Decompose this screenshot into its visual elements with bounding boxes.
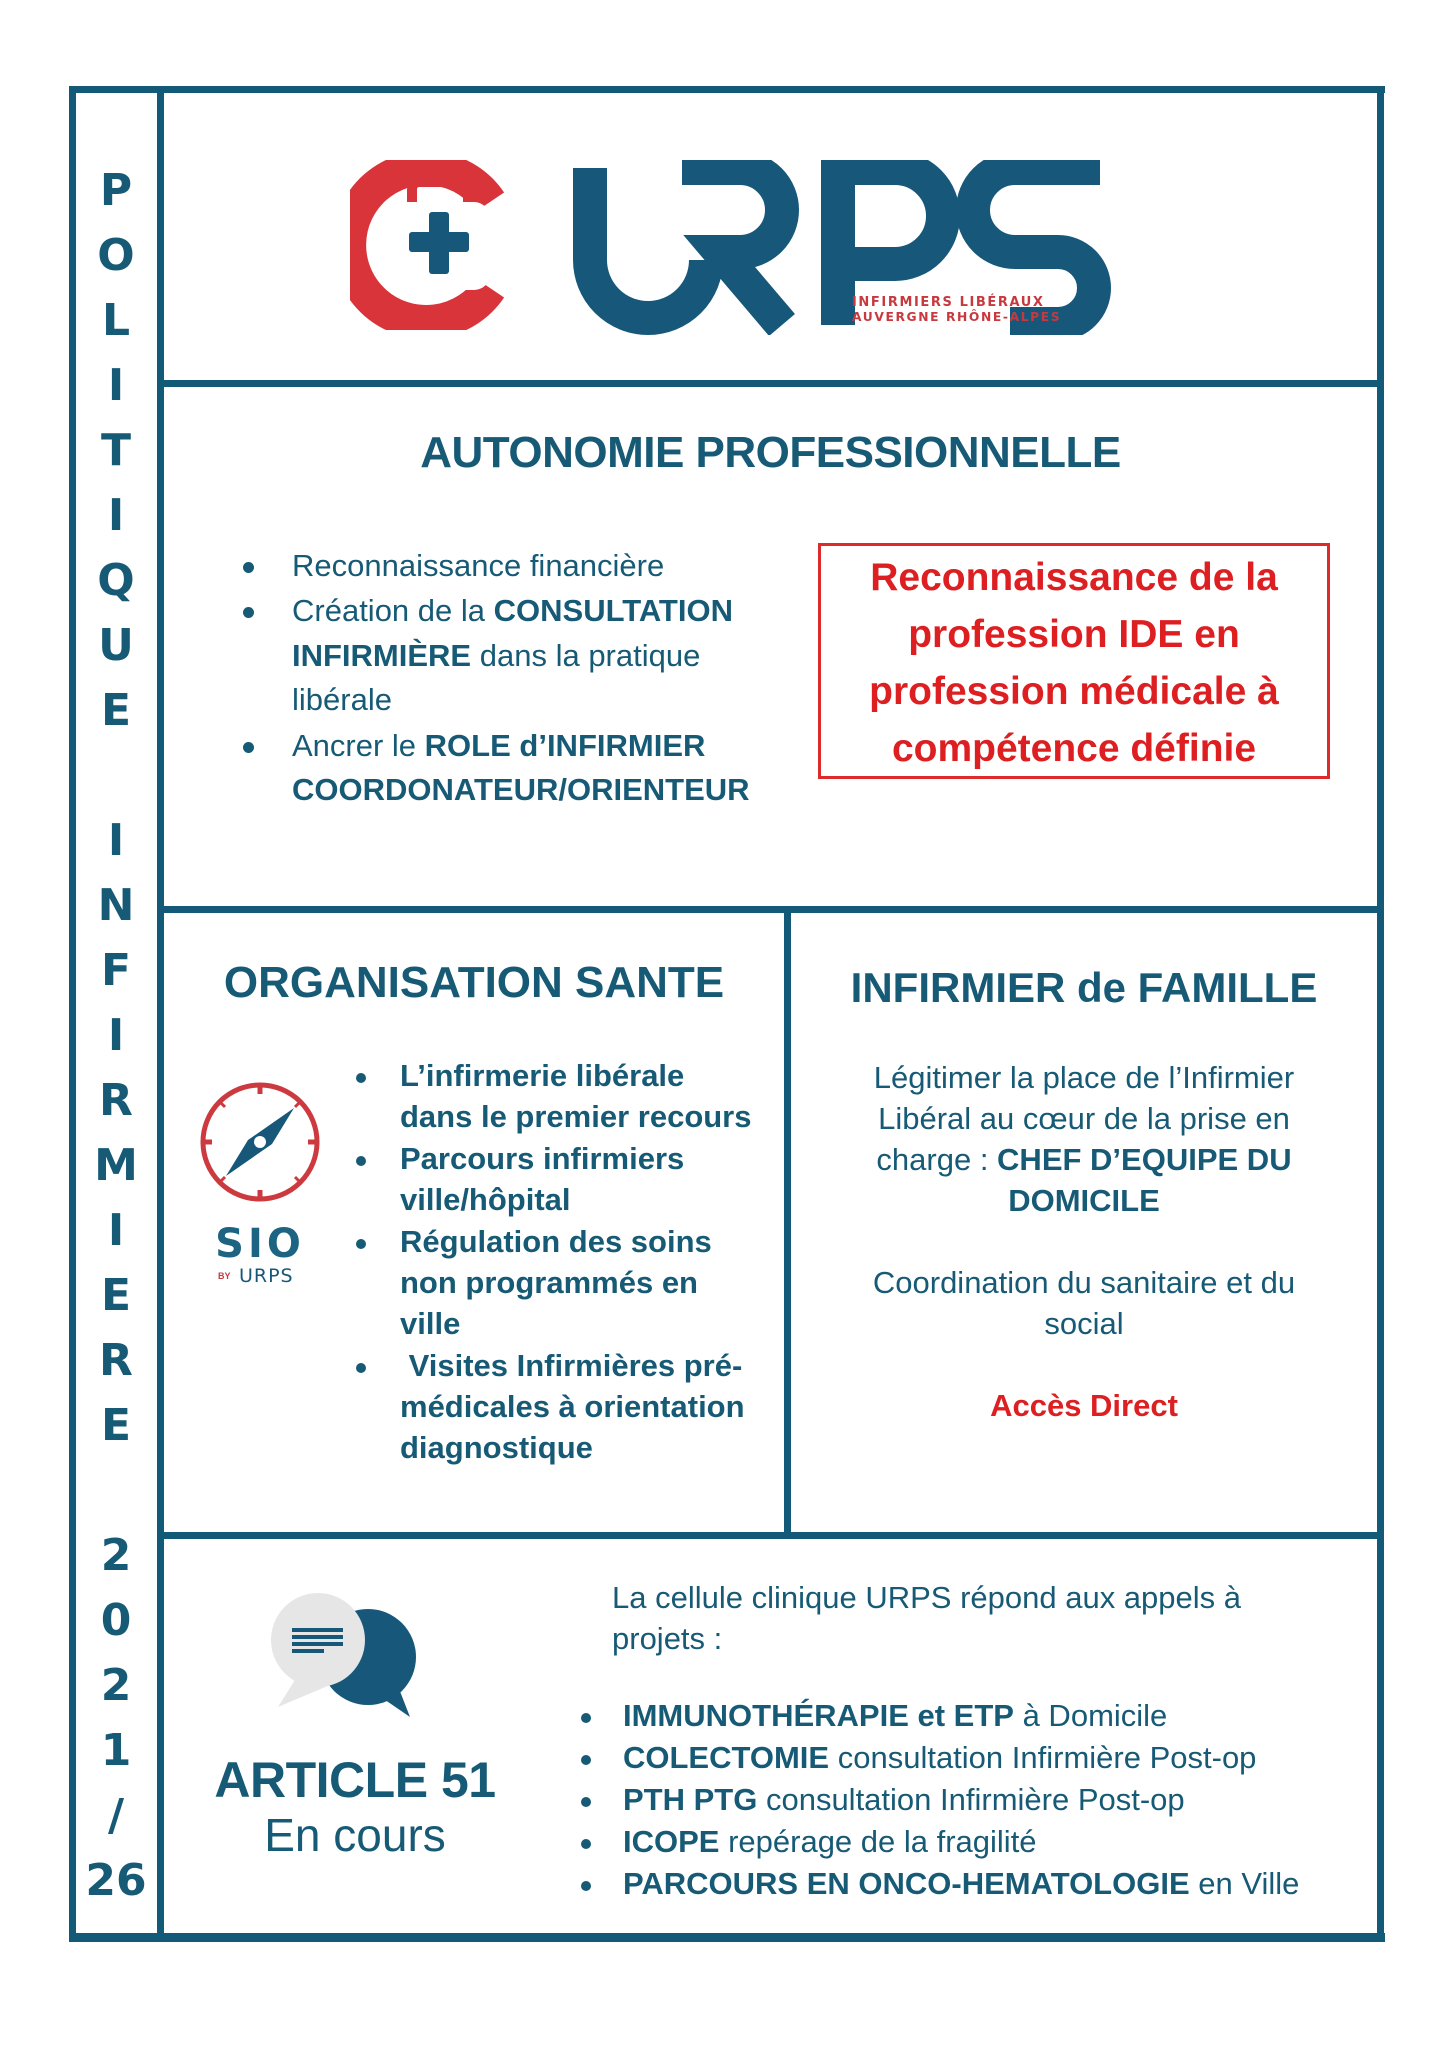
sidebar-letter: I bbox=[107, 1205, 125, 1256]
autonomie-bullet-line bbox=[292, 593, 733, 629]
article51-status: En cours bbox=[264, 1809, 446, 1861]
sio-byline-brand: URPS bbox=[238, 1265, 294, 1287]
famille-para1-line4: DOMICILE bbox=[1008, 1183, 1160, 1218]
article51-intro-line2: projets : bbox=[612, 1621, 723, 1656]
body-text: Reconnaissance financière bbox=[292, 548, 665, 583]
autonomie-bullet-line bbox=[292, 772, 750, 808]
project-name: PTH PTG bbox=[623, 1782, 758, 1817]
highlight-box-line: profession médicale à bbox=[869, 670, 1279, 713]
sidebar-letter: E bbox=[100, 685, 132, 736]
sidebar-letter: N bbox=[97, 880, 135, 931]
organisation-bullet-line: L’infirmerie libérale bbox=[400, 1058, 685, 1093]
famille-para1-line3 bbox=[791, 1142, 1377, 1178]
organisation-divider bbox=[157, 1532, 1384, 1539]
bullet-dot-icon bbox=[581, 1797, 591, 1807]
organisation-bullet-line: non programmés en bbox=[400, 1265, 698, 1300]
section-title-autonomie: AUTONOMIE PROFESSIONNELLE bbox=[420, 428, 1121, 477]
famille-para2-line2: social bbox=[1044, 1306, 1124, 1341]
sidebar-letter: E bbox=[100, 1270, 132, 1321]
famille-charge-label: charge : bbox=[876, 1142, 998, 1177]
bullet-dot-icon bbox=[356, 1073, 366, 1083]
frame-bottom-border bbox=[69, 1933, 1385, 1942]
highlight-box-line: compétence définie bbox=[891, 727, 1257, 770]
famille-para2-line1: Coordination du sanitaire et du bbox=[872, 1265, 1296, 1300]
section-title-organisation: ORGANISATION SANTE bbox=[223, 958, 725, 1007]
organisation-bullet-line: Visites Infirmières pré- bbox=[400, 1348, 743, 1383]
sidebar-letter: M bbox=[94, 1140, 138, 1191]
project-name: COLECTOMIE bbox=[623, 1740, 830, 1775]
header-divider bbox=[157, 380, 1384, 387]
sidebar-letter: E bbox=[100, 1400, 132, 1451]
bullet-dot-icon bbox=[243, 607, 254, 618]
sidebar-letter: I bbox=[107, 360, 125, 411]
emphasis-text: COORDONATEUR/ORIENTEUR bbox=[292, 772, 750, 807]
organisation-bullet-line: dans le premier recours bbox=[400, 1099, 752, 1134]
project-line bbox=[623, 1866, 1299, 1902]
project-line bbox=[623, 1740, 1256, 1776]
organisation-bullet-line: ville bbox=[400, 1306, 461, 1341]
bullet-dot-icon bbox=[581, 1755, 591, 1765]
project-detail: en Ville bbox=[1189, 1866, 1300, 1901]
emphasis-text: CONSULTATION bbox=[493, 593, 733, 628]
body-text: Création de la bbox=[292, 593, 494, 628]
autonomie-bullet-line bbox=[292, 728, 705, 764]
organisation-bullet-line: diagnostique bbox=[400, 1430, 593, 1465]
compass-icon bbox=[196, 1078, 324, 1206]
sidebar-letter: F bbox=[100, 945, 132, 996]
sidebar-letter: Q bbox=[97, 555, 135, 606]
sidebar-letter: I bbox=[107, 815, 125, 866]
sidebar-letter: 0 bbox=[100, 1595, 132, 1646]
section-title-famille: INFIRMIER de FAMILLE bbox=[850, 964, 1318, 1011]
highlight-box-medical-profession bbox=[818, 543, 1330, 779]
body-text: dans la pratique bbox=[471, 638, 701, 673]
famille-para1-line1: Légitimer la place de l’Infirmier bbox=[873, 1060, 1295, 1095]
sidebar-letter: 26 bbox=[85, 1855, 147, 1906]
sidebar-letter: 2 bbox=[100, 1660, 132, 1711]
project-detail: à Domicile bbox=[1013, 1698, 1168, 1733]
sio-byline-by: BY bbox=[218, 1271, 231, 1281]
bullet-dot-icon bbox=[243, 742, 254, 753]
bullet-dot-icon bbox=[356, 1156, 366, 1166]
body-text: libérale bbox=[292, 682, 392, 717]
project-line bbox=[623, 1782, 1185, 1818]
bullet-dot-icon bbox=[581, 1713, 591, 1723]
autonomie-bullet-line bbox=[292, 548, 664, 584]
emphasis-text: ROLE d’INFIRMIER bbox=[424, 728, 706, 763]
sidebar-letter: U bbox=[98, 620, 134, 671]
famille-para1-line2: Libéral au cœur de la prise en bbox=[878, 1101, 1290, 1136]
bullet-dot-icon bbox=[356, 1239, 366, 1249]
sidebar-letter: / bbox=[107, 1790, 125, 1841]
organisation-bullet-line: Régulation des soins bbox=[400, 1224, 712, 1259]
sidebar-letter: R bbox=[99, 1075, 133, 1126]
bullet-dot-icon bbox=[243, 562, 254, 573]
project-detail: consultation Infirmière Post-op bbox=[829, 1740, 1257, 1775]
project-detail: consultation Infirmière Post-op bbox=[757, 1782, 1185, 1817]
sidebar-letter: O bbox=[97, 230, 135, 281]
logo-subtitle-line2: AUVERGNE RHÔNE-ALPES bbox=[852, 310, 1062, 324]
article51-title: ARTICLE 51 bbox=[214, 1752, 496, 1808]
project-line bbox=[623, 1824, 1037, 1860]
project-line bbox=[623, 1698, 1167, 1734]
emphasis-text: INFIRMIÈRE bbox=[292, 638, 472, 673]
article51-intro-line1: La cellule clinique URPS répond aux appels à bbox=[612, 1580, 1242, 1615]
famille-acces-direct: Accès Direct bbox=[990, 1388, 1178, 1423]
sidebar-letter: P bbox=[99, 165, 133, 216]
logo-subtitle-line1: INFIRMIERS LIBÉRAUX bbox=[852, 295, 1045, 310]
frame-top-border bbox=[69, 86, 1385, 93]
medical-bag-plus-icon bbox=[350, 160, 510, 330]
project-detail: repérage de la fragilité bbox=[719, 1824, 1037, 1859]
sidebar-letter: R bbox=[99, 1335, 133, 1386]
autonomie-bullet-line bbox=[292, 682, 392, 718]
sidebar-letter: L bbox=[101, 295, 131, 346]
speech-bubbles-icon bbox=[268, 1585, 428, 1725]
autonomie-divider bbox=[157, 906, 1384, 913]
organisation-bullet-line: médicales à orientation bbox=[400, 1389, 745, 1424]
sidebar-letter: I bbox=[107, 490, 125, 541]
organisation-bullet-line: Parcours infirmiers bbox=[400, 1141, 685, 1176]
sidebar-letter: T bbox=[100, 425, 131, 476]
project-name: IMMUNOTHÉRAPIE et ETP bbox=[623, 1698, 1014, 1733]
bullet-dot-icon bbox=[356, 1363, 366, 1373]
sidebar-letter: 2 bbox=[100, 1530, 132, 1581]
famille-chef-equipe: CHEF D’EQUIPE DU bbox=[997, 1142, 1292, 1177]
sidebar-letter: 1 bbox=[100, 1725, 132, 1776]
bullet-dot-icon bbox=[581, 1839, 591, 1849]
bullet-dot-icon bbox=[581, 1881, 591, 1891]
project-name: ICOPE bbox=[623, 1824, 720, 1859]
organisation-bullet-line: ville/hôpital bbox=[400, 1182, 571, 1217]
sio-byline bbox=[218, 1265, 294, 1287]
autonomie-bullet-line bbox=[292, 638, 700, 674]
highlight-box-line: Reconnaissance de la bbox=[870, 556, 1278, 599]
frame-right-border bbox=[1377, 86, 1384, 1942]
middle-column-divider bbox=[784, 906, 791, 1539]
body-text: Ancrer le bbox=[292, 728, 425, 763]
sidebar-letter: I bbox=[107, 1010, 125, 1061]
project-name: PARCOURS EN ONCO-HEMATOLOGIE bbox=[623, 1866, 1190, 1901]
highlight-box-line: profession IDE en bbox=[908, 613, 1240, 656]
sio-logo-text: SIO bbox=[215, 1221, 305, 1267]
